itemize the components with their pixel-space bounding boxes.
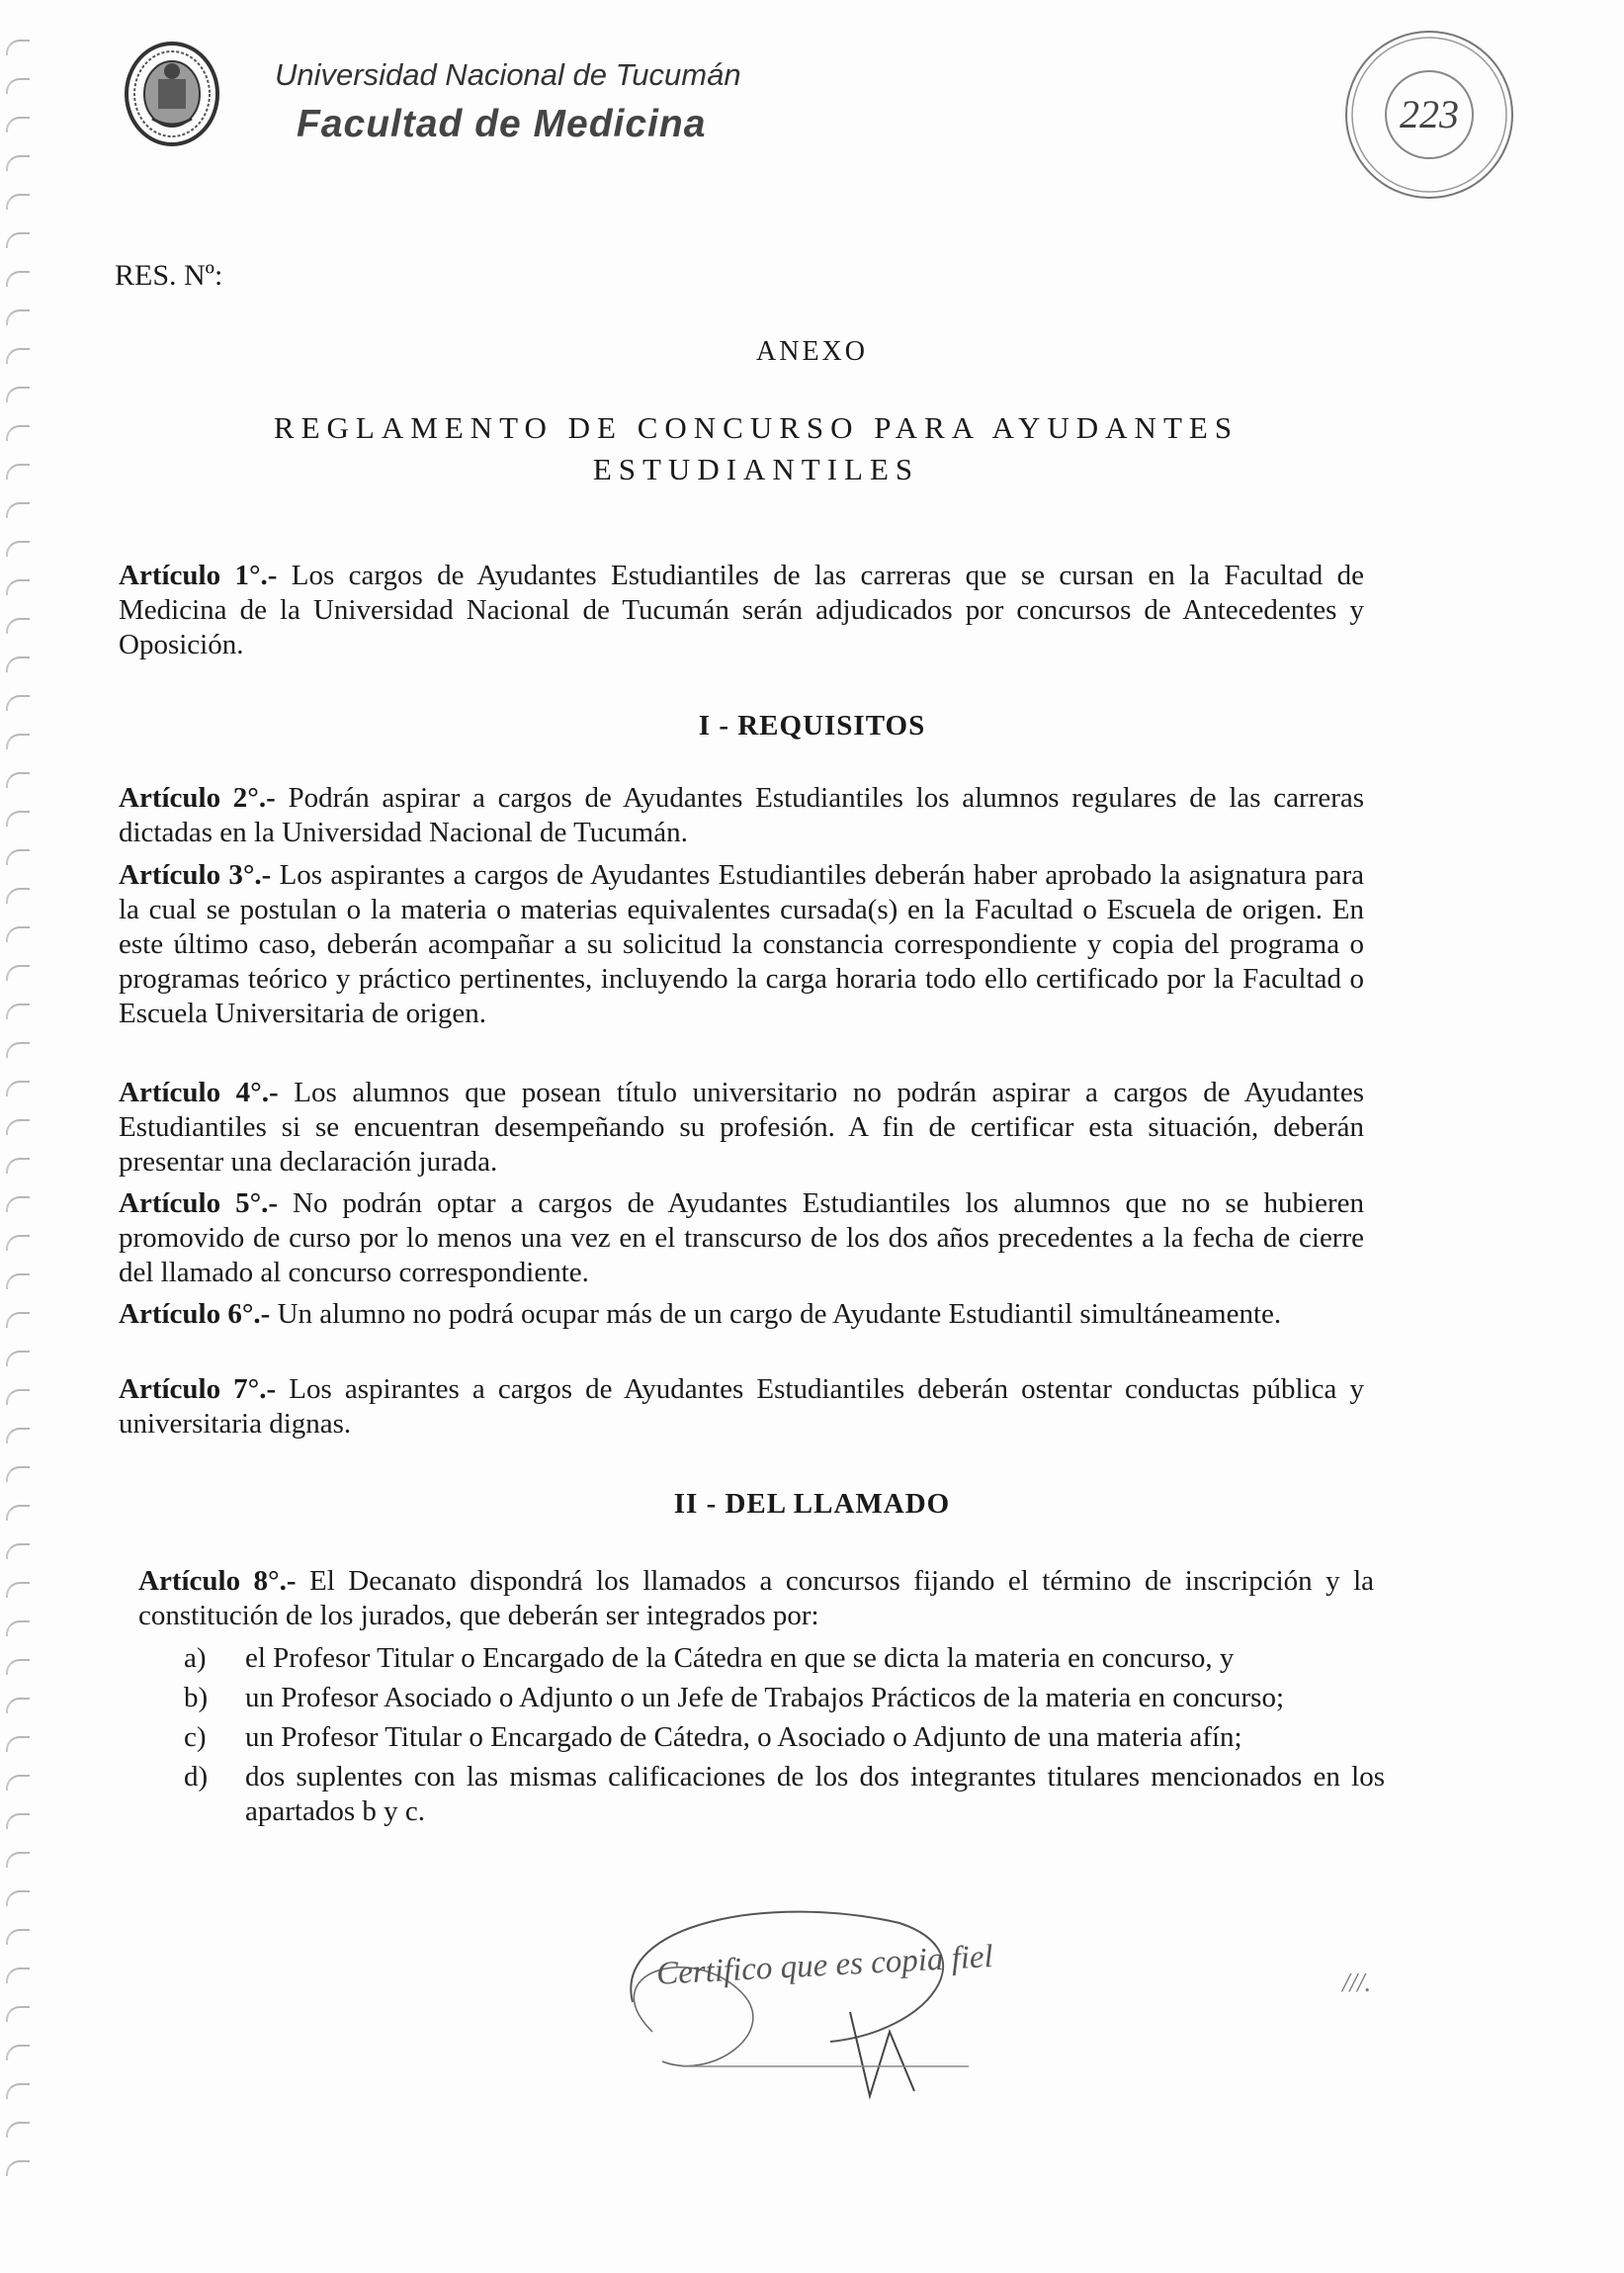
list-item-text: dos suplentes con las mismas calificaciones de los dos integrantes titulares mencionados en los apartados b y c. [245,1761,1385,1827]
dean-office-stamp-icon [1340,26,1518,204]
article-8 [138,1564,1374,1633]
faculty-name: Facultad de Medicina [297,103,707,145]
article-7 [119,1372,1364,1442]
list-item-label: d) [184,1761,209,1792]
resolution-number-label: RES. Nº: [115,259,223,292]
article-4 [119,1076,1364,1180]
article-1-label: Artículo 1°.- [119,560,278,591]
list-item-text: un Profesor Asociado o Adjunto o un Jefe de Trabajos Prácticos de la materia en concurso; [245,1682,1285,1713]
list-item-text: un Profesor Titular o Encargado de Cátedra, o Asociado o Adjunto de una materia afín; [245,1721,1242,1753]
list-item [184,1681,1385,1715]
article-2-label: Artículo 2°.- [119,782,276,814]
article-4-text: Los alumnos que posean título universitario no podrán aspirar a cargos de Ayudantes Estudiantiles si se encuentran desempeñando su profesión. A fin de certificar esta situación, deberán presentar una declaración jurada. [119,1077,1364,1178]
article-2-text: Podrán aspirar a cargos de Ayudantes Estudiantiles los alumnos regulares de las carreras dictadas en la Universidad Nacional de Tucumán. [119,782,1365,848]
article-6-label: Artículo 6°.- [119,1298,271,1330]
article-7-label: Artículo 7°.- [119,1373,277,1405]
article-5-label: Artículo 5°.- [119,1187,279,1219]
document-title: REGLAMENTO DE CONCURSO PARA AYUDANTES ESTUDIANTILES [273,410,1239,486]
article-5 [119,1186,1364,1290]
article-1-text: Los cargos de Ayudantes Estudiantiles de las carreras que se cursan en la Facultad de Medicina de la Universidad Nacional de Tucumán serán adjudicados por concursos de Antecedentes y Oposición. [119,560,1364,660]
article-6-text: Un alumno no podrá ocupar más de un cargo de Ayudante Estudiantil simultáneamente. [270,1298,1282,1330]
list-item-label: b) [184,1682,209,1713]
list-item [184,1720,1385,1755]
list-item [184,1641,1385,1676]
university-seal-icon [123,40,221,148]
article-3 [119,858,1364,1031]
article-2 [119,781,1364,850]
list-item-label: c) [184,1721,207,1753]
continuation-mark: ///. [1342,1967,1372,1997]
article-8-label: Artículo 8°.- [138,1565,297,1597]
list-item-text: el Profesor Titular o Encargado de la Cátedra en que se dicta la materia en concurso, y [245,1642,1235,1674]
section-requisitos-heading: I - REQUISITOS [698,710,926,742]
list-item [184,1760,1385,1829]
article-8-text: El Decanato dispondrá los llamados a concursos fijando el término de inscripción y la constitución de los jurados, que deberán ser integrados por: [138,1565,1374,1631]
certification-handwriting: Certifico que es copia fiel [655,1939,994,1992]
stamp-number: 223 [1400,92,1459,136]
university-name: Universidad Nacional de Tucumán [275,57,741,92]
article-3-label: Artículo 3°.- [119,859,272,891]
article-1 [119,559,1364,662]
article-3-text: Los aspirantes a cargos de Ayudantes Estudiantiles deberán haber aprobado la asignatura para la cual se postulan o la materia o materias equivalentes cursada(s) en la Facultad o Escuela de origen. En este último caso, deberán acompañar a su solicitud la constancia correspondiente y copia del programa o programas teórico y práctico pertinentes, incluyendo la carga horaria todo ello certificado por la Facultad o Escuela Universitaria de origen. [119,859,1364,1029]
article-5-text: No podrán optar a cargos de Ayudantes Estudiantiles los alumnos que no se hubieren promovido de curso por lo menos una vez en el transcurso de los dos años precedentes a la fecha de cierre del llamado al concurso correspondiente. [119,1187,1364,1288]
article-6 [119,1297,1364,1332]
signature-stamp-icon [573,1883,998,2131]
jury-list [184,1641,1385,1834]
list-item-label: a) [184,1642,207,1674]
article-4-label: Artículo 4°.- [119,1077,279,1108]
section-llamado-heading: II - DEL LLAMADO [673,1488,951,1520]
article-7-text: Los aspirantes a cargos de Ayudantes Estudiantiles deberán ostentar conductas pública y universitaria dignas. [119,1373,1364,1440]
annex-heading: ANEXO [756,336,868,367]
